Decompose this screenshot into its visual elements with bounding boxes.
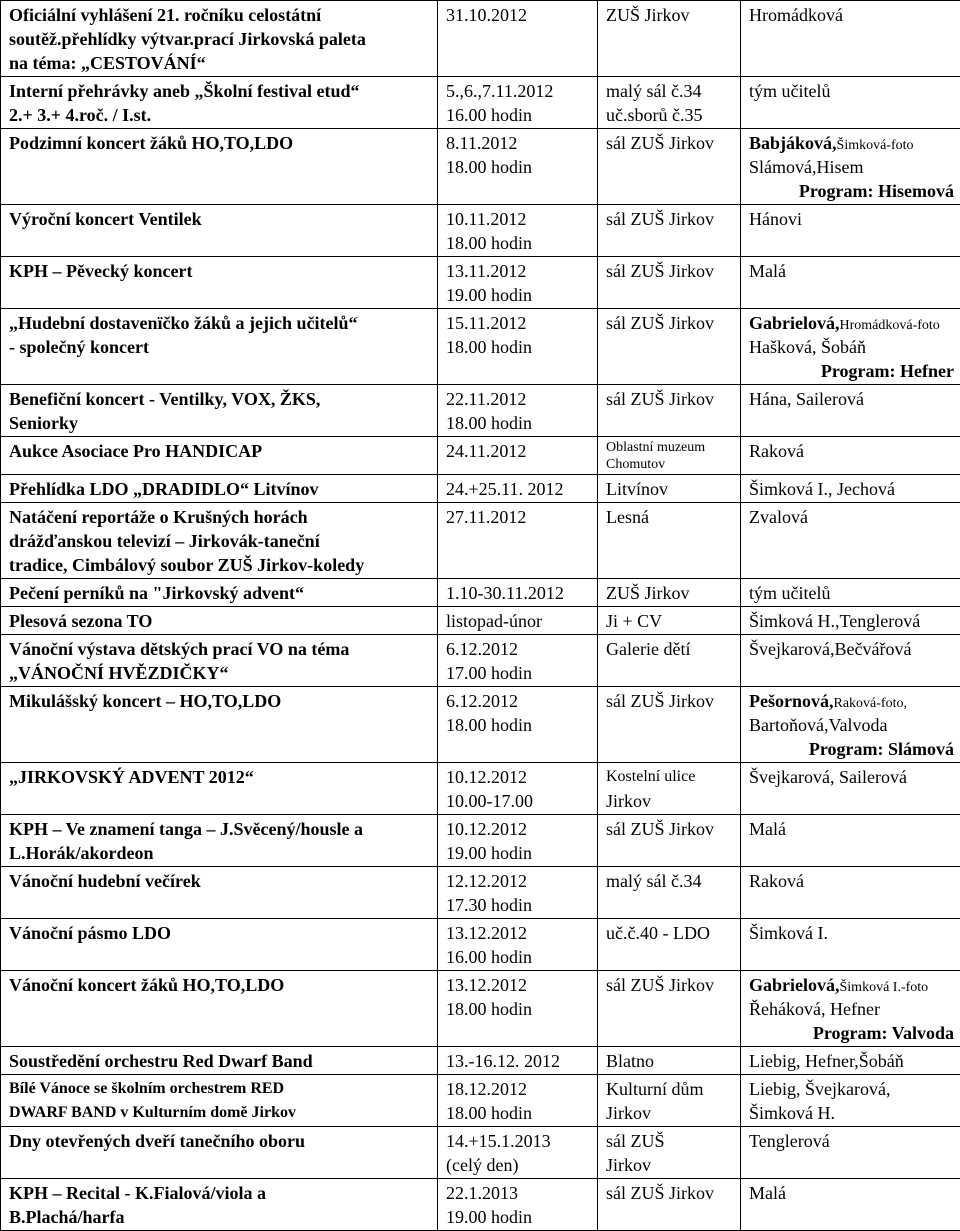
event-name-line: Podzimní koncert žáků HO,TO,LDO xyxy=(9,131,431,155)
event-place-line: Jirkov xyxy=(606,789,734,813)
event-place-cell xyxy=(598,919,741,971)
event-people-cell xyxy=(741,763,960,815)
event-place-cell xyxy=(598,1047,741,1075)
event-date-cell xyxy=(438,919,598,971)
event-name-line: na téma: „CESTOVÁNÍ“ xyxy=(9,51,431,75)
event-people-cell xyxy=(741,205,960,257)
event-place-line: Chomutov xyxy=(606,456,734,473)
event-place-cell xyxy=(598,1179,741,1231)
event-people-photo: Šimková I.-foto xyxy=(840,980,929,995)
event-place-line: Litvínov xyxy=(606,477,734,501)
event-row xyxy=(1,815,960,867)
event-row xyxy=(1,1075,960,1127)
event-name-line: Mikulášský koncert – HO,TO,LDO xyxy=(9,689,431,713)
event-people-line: Slámová,Hisem xyxy=(749,155,954,179)
event-date-cell xyxy=(438,1075,598,1127)
event-row xyxy=(1,919,960,971)
event-name-line: Soustředění orchestru Red Dwarf Band xyxy=(9,1049,431,1073)
event-date-line: 19.00 hodin xyxy=(446,841,591,865)
event-name-line: „VÁNOČNÍ HVĚZDIČKY“ xyxy=(9,661,431,685)
event-place-line: Kostelní ulice xyxy=(606,765,734,789)
event-program: Program: Hefner xyxy=(749,359,954,383)
event-program: Program: Valvoda xyxy=(749,1021,954,1045)
event-people-line: Zvalová xyxy=(749,505,954,529)
event-place-line: Kulturní dům xyxy=(606,1077,734,1101)
event-people-line: Malá xyxy=(749,817,954,841)
event-name-line: Výroční koncert Ventilek xyxy=(9,207,431,231)
event-people-line: Malá xyxy=(749,259,954,283)
event-name-line: DWARF BAND v Kulturním domě Jirkov xyxy=(9,1101,431,1125)
event-name-cell xyxy=(1,815,438,867)
event-people-line: Tenglerová xyxy=(749,1129,954,1153)
event-date-cell xyxy=(438,1,598,77)
event-people-line: Hromádková xyxy=(749,3,954,27)
event-people-cell xyxy=(741,437,960,475)
event-place-line: sál ZUŠ Jirkov xyxy=(606,817,734,841)
event-place-cell xyxy=(598,77,741,129)
event-name-line: Aukce Asociace Pro HANDICAP xyxy=(9,439,431,463)
event-name-line: Přehlídka LDO „DRADIDLO“ Litvínov xyxy=(9,477,431,501)
event-date-line: 15.11.2012 xyxy=(446,311,591,335)
event-people-cell xyxy=(741,1179,960,1231)
event-name-line: 2.+ 3.+ 4.roč. / I.st. xyxy=(9,103,431,127)
event-name-line: KPH – Recital - K.Fialová/viola a xyxy=(9,1181,431,1205)
event-name-cell xyxy=(1,77,438,129)
event-people-line: Řeháková, Hefner xyxy=(749,997,954,1021)
event-date-line: 16.00 hodin xyxy=(446,103,591,127)
event-date-cell xyxy=(438,129,598,205)
event-date-cell xyxy=(438,385,598,437)
event-name-cell xyxy=(1,1127,438,1179)
event-people-line: Hána, Sailerová xyxy=(749,387,954,411)
event-date-line: 31.10.2012 xyxy=(446,3,591,27)
event-people-cell xyxy=(741,919,960,971)
event-people-cell xyxy=(741,309,960,385)
event-date-line: 18.00 hodin xyxy=(446,155,591,179)
event-date-line: (celý den) xyxy=(446,1153,591,1177)
event-place-cell xyxy=(598,607,741,635)
event-place-line: sál ZUŠ Jirkov xyxy=(606,311,734,335)
event-name-cell xyxy=(1,687,438,763)
event-place-line: sál ZUŠ Jirkov xyxy=(606,387,734,411)
event-name-line: B.Plachá/harfa xyxy=(9,1205,431,1229)
event-date-cell xyxy=(438,1127,598,1179)
event-place-line: Jirkov xyxy=(606,1153,734,1177)
event-name-line: tradice, Cimbálový soubor ZUŠ Jirkov-koledy xyxy=(9,553,431,577)
event-program: Program: Hisemová xyxy=(749,179,954,203)
event-place-cell xyxy=(598,503,741,579)
event-date-line: 17.00 hodin xyxy=(446,661,591,685)
event-row xyxy=(1,1179,960,1231)
event-date-line: 13.11.2012 xyxy=(446,259,591,283)
event-people-cell xyxy=(741,971,960,1047)
event-place-line: malý sál č.34 xyxy=(606,869,734,893)
event-people-photo: Šimková-foto xyxy=(837,138,914,153)
event-date-line: 6.12.2012 xyxy=(446,637,591,661)
event-place-cell xyxy=(598,385,741,437)
event-people-line: Šimková I., Jechová xyxy=(749,477,954,501)
event-people-line: Šimková I. xyxy=(749,921,954,945)
event-name-line: soutěž.přehlídky výtvar.prací Jirkovská paleta xyxy=(9,27,431,51)
event-people-photo: Hromádková-foto xyxy=(840,318,940,333)
event-date-cell xyxy=(438,687,598,763)
event-people-line: Hašková, Šobáň xyxy=(749,335,954,359)
event-date-cell xyxy=(438,257,598,309)
event-place-line: Galerie dětí xyxy=(606,637,734,661)
event-row xyxy=(1,971,960,1047)
event-row xyxy=(1,503,960,579)
event-people-line: tým učitelů xyxy=(749,581,954,605)
event-people-line: Bartoňová,Valvoda xyxy=(749,713,954,737)
event-place-cell xyxy=(598,579,741,607)
event-date-line: 6.12.2012 xyxy=(446,689,591,713)
event-place-line: uč.č.40 - LDO xyxy=(606,921,734,945)
event-name-cell xyxy=(1,1,438,77)
event-name-line: Vánoční hudební večírek xyxy=(9,869,431,893)
event-name-line: Oficiální vyhlášení 21. ročníku celostátní xyxy=(9,3,431,27)
event-name-cell xyxy=(1,635,438,687)
event-row xyxy=(1,437,960,475)
event-people-line: Šimková H.,Tenglerová xyxy=(749,609,954,633)
event-date-cell xyxy=(438,1179,598,1231)
event-date-line: 18.00 hodin xyxy=(446,411,591,435)
event-people-line xyxy=(749,311,954,335)
event-date-cell xyxy=(438,475,598,503)
event-row xyxy=(1,635,960,687)
event-name-line: - společný koncert xyxy=(9,335,431,359)
event-date-line: 13.12.2012 xyxy=(446,973,591,997)
event-people-line: Raková xyxy=(749,439,954,463)
event-people-main: Gabrielová, xyxy=(749,975,840,995)
event-place-cell xyxy=(598,687,741,763)
event-place-cell xyxy=(598,129,741,205)
event-row xyxy=(1,475,960,503)
event-people-line: tým učitelů xyxy=(749,79,954,103)
event-people-line: Malá xyxy=(749,1181,954,1205)
event-date-line: 18.12.2012 xyxy=(446,1077,591,1101)
event-place-line: ZUŠ Jirkov xyxy=(606,581,734,605)
event-name-line: „JIRKOVSKÝ ADVENT 2012“ xyxy=(9,765,431,789)
event-date-line: 18.00 hodin xyxy=(446,997,591,1021)
event-people-line: Švejkarová,Bečvářová xyxy=(749,637,954,661)
event-name-cell xyxy=(1,607,438,635)
event-place-cell xyxy=(598,635,741,687)
event-people-cell xyxy=(741,77,960,129)
event-place-line: Oblastní muzeum xyxy=(606,439,734,456)
event-people-cell xyxy=(741,687,960,763)
event-date-cell xyxy=(438,867,598,919)
event-row xyxy=(1,1047,960,1075)
event-place-cell xyxy=(598,309,741,385)
event-people-cell xyxy=(741,503,960,579)
event-row xyxy=(1,607,960,635)
event-name-line: Interní přehrávky aneb „Školní festival etud“ xyxy=(9,79,431,103)
event-name-cell xyxy=(1,1047,438,1075)
event-date-line: 1.10-30.11.2012 xyxy=(446,581,591,605)
event-date-cell xyxy=(438,607,598,635)
event-name-cell xyxy=(1,129,438,205)
event-people-line: Liebig, Švejkarová, xyxy=(749,1077,954,1101)
event-row xyxy=(1,579,960,607)
event-name-line: KPH – Ve znamení tanga – J.Svěcený/housle a xyxy=(9,817,431,841)
event-row xyxy=(1,205,960,257)
event-place-line: Ji + CV xyxy=(606,609,734,633)
event-date-line: 10.12.2012 xyxy=(446,765,591,789)
event-people-line: Liebig, Hefner,Šobáň xyxy=(749,1049,954,1073)
event-row xyxy=(1,309,960,385)
event-row xyxy=(1,129,960,205)
event-place-line: uč.sborů č.35 xyxy=(606,103,734,127)
event-place-line: malý sál č.34 xyxy=(606,79,734,103)
event-place-line: sál ZUŠ Jirkov xyxy=(606,689,734,713)
event-people-cell xyxy=(741,815,960,867)
event-date-cell xyxy=(438,815,598,867)
event-name-line: Seniorky xyxy=(9,411,431,435)
event-place-line: sál ZUŠ Jirkov xyxy=(606,259,734,283)
event-date-cell xyxy=(438,309,598,385)
event-name-cell xyxy=(1,919,438,971)
event-place-cell xyxy=(598,1127,741,1179)
event-date-line: 19.00 hodin xyxy=(446,283,591,307)
event-name-cell xyxy=(1,385,438,437)
event-name-line: drážďanskou televizí – Jirkovák-taneční xyxy=(9,529,431,553)
event-people-cell xyxy=(741,635,960,687)
event-place-line: sál ZUŠ Jirkov xyxy=(606,207,734,231)
event-name-line: Benefiční koncert - Ventilky, VOX, ŽKS, xyxy=(9,387,431,411)
event-date-cell xyxy=(438,503,598,579)
event-name-line: Bílé Vánoce se školním orchestrem RED xyxy=(9,1077,431,1101)
event-date-line: 17.30 hodin xyxy=(446,893,591,917)
event-name-cell xyxy=(1,475,438,503)
event-date-line: 18.00 hodin xyxy=(446,335,591,359)
event-place-cell xyxy=(598,763,741,815)
event-people-main: Pešornová, xyxy=(749,691,834,711)
event-date-cell xyxy=(438,77,598,129)
event-name-cell xyxy=(1,437,438,475)
event-place-cell xyxy=(598,475,741,503)
event-name-cell xyxy=(1,1075,438,1127)
event-people-cell xyxy=(741,1075,960,1127)
event-place-cell xyxy=(598,205,741,257)
event-date-line: 24.11.2012 xyxy=(446,439,591,463)
events-table-body xyxy=(1,1,960,1231)
event-date-cell xyxy=(438,635,598,687)
event-name-line: L.Horák/akordeon xyxy=(9,841,431,865)
event-name-cell xyxy=(1,205,438,257)
event-people-line: Šimková H. xyxy=(749,1101,954,1125)
event-place-cell xyxy=(598,437,741,475)
event-place-line: Jirkov xyxy=(606,1101,734,1125)
event-place-line: sál ZUŠ xyxy=(606,1129,734,1153)
event-people-line xyxy=(749,973,954,997)
event-date-line: 8.11.2012 xyxy=(446,131,591,155)
event-name-line: „Hudební dostavenïčko žáků a jejich učitelů“ xyxy=(9,311,431,335)
event-date-line: 12.12.2012 xyxy=(446,869,591,893)
event-date-line: 10.11.2012 xyxy=(446,207,591,231)
event-program: Program: Slámová xyxy=(749,737,954,761)
event-place-cell xyxy=(598,867,741,919)
event-name-cell xyxy=(1,867,438,919)
event-name-line: Pečení perníků na "Jirkovský advent“ xyxy=(9,581,431,605)
event-people-cell xyxy=(741,867,960,919)
event-date-line: 13.-16.12. 2012 xyxy=(446,1049,591,1073)
event-people-line: Raková xyxy=(749,869,954,893)
event-date-line: 18.00 hodin xyxy=(446,231,591,255)
event-name-cell xyxy=(1,257,438,309)
event-people-cell xyxy=(741,475,960,503)
event-place-cell xyxy=(598,815,741,867)
event-name-line: Vánoční koncert žáků HO,TO,LDO xyxy=(9,973,431,997)
event-place-line: Blatno xyxy=(606,1049,734,1073)
event-people-line: Hánovi xyxy=(749,207,954,231)
event-date-cell xyxy=(438,971,598,1047)
event-place-line: ZUŠ Jirkov xyxy=(606,3,734,27)
event-people-cell xyxy=(741,385,960,437)
event-people-main: Gabrielová, xyxy=(749,313,840,333)
event-name-line: Natáčení reportáže o Krušných horách xyxy=(9,505,431,529)
event-people-cell xyxy=(741,607,960,635)
event-date-line: 27.11.2012 xyxy=(446,505,591,529)
event-date-cell xyxy=(438,437,598,475)
event-date-line: 10.00-17.00 xyxy=(446,789,591,813)
event-people-line xyxy=(749,689,954,713)
event-name-cell xyxy=(1,579,438,607)
event-date-cell xyxy=(438,579,598,607)
event-row xyxy=(1,1,960,77)
event-name-line: KPH – Pěvecký koncert xyxy=(9,259,431,283)
event-date-line: 5.,6.,7.11.2012 xyxy=(446,79,591,103)
event-place-cell xyxy=(598,257,741,309)
event-place-cell xyxy=(598,1,741,77)
event-people-cell xyxy=(741,1127,960,1179)
event-date-line: 16.00 hodin xyxy=(446,945,591,969)
event-people-line xyxy=(749,131,954,155)
event-date-line: 18.00 hodin xyxy=(446,713,591,737)
event-place-line: Lesná xyxy=(606,505,734,529)
event-name-cell xyxy=(1,763,438,815)
event-name-line: Plesová sezona TO xyxy=(9,609,431,633)
event-date-cell xyxy=(438,205,598,257)
event-people-cell xyxy=(741,1,960,77)
event-row xyxy=(1,385,960,437)
event-date-line: 10.12.2012 xyxy=(446,817,591,841)
event-people-main: Babjáková, xyxy=(749,133,837,153)
event-row xyxy=(1,77,960,129)
event-date-cell xyxy=(438,763,598,815)
event-people-line: Švejkarová, Sailerová xyxy=(749,765,954,789)
event-row xyxy=(1,687,960,763)
event-date-line: 24.+25.11. 2012 xyxy=(446,477,591,501)
event-row xyxy=(1,763,960,815)
event-date-line: 18.00 hodin xyxy=(446,1101,591,1125)
event-people-cell xyxy=(741,1047,960,1075)
event-place-cell xyxy=(598,971,741,1047)
event-row xyxy=(1,1127,960,1179)
event-date-line: 13.12.2012 xyxy=(446,921,591,945)
event-date-cell xyxy=(438,1047,598,1075)
event-date-line: 19.00 hodin xyxy=(446,1205,591,1229)
event-date-line: 22.1.2013 xyxy=(446,1181,591,1205)
event-row xyxy=(1,257,960,309)
event-people-photo: Raková-foto, xyxy=(834,696,907,711)
event-date-line: 14.+15.1.2013 xyxy=(446,1129,591,1153)
event-place-line: sál ZUŠ Jirkov xyxy=(606,1181,734,1205)
event-people-cell xyxy=(741,579,960,607)
event-name-cell xyxy=(1,309,438,385)
event-people-cell xyxy=(741,129,960,205)
event-place-line: sál ZUŠ Jirkov xyxy=(606,973,734,997)
event-name-line: Dny otevřených dveří tanečního oboru xyxy=(9,1129,431,1153)
event-name-line: Vánoční pásmo LDO xyxy=(9,921,431,945)
event-name-cell xyxy=(1,1179,438,1231)
event-people-cell xyxy=(741,257,960,309)
event-place-line: sál ZUŠ Jirkov xyxy=(606,131,734,155)
event-name-cell xyxy=(1,503,438,579)
event-date-line: listopad-únor xyxy=(446,609,591,633)
event-row xyxy=(1,867,960,919)
event-name-line: Vánoční výstava dětských prací VO na téma xyxy=(9,637,431,661)
event-date-line: 22.11.2012 xyxy=(446,387,591,411)
event-name-cell xyxy=(1,971,438,1047)
event-place-cell xyxy=(598,1075,741,1127)
